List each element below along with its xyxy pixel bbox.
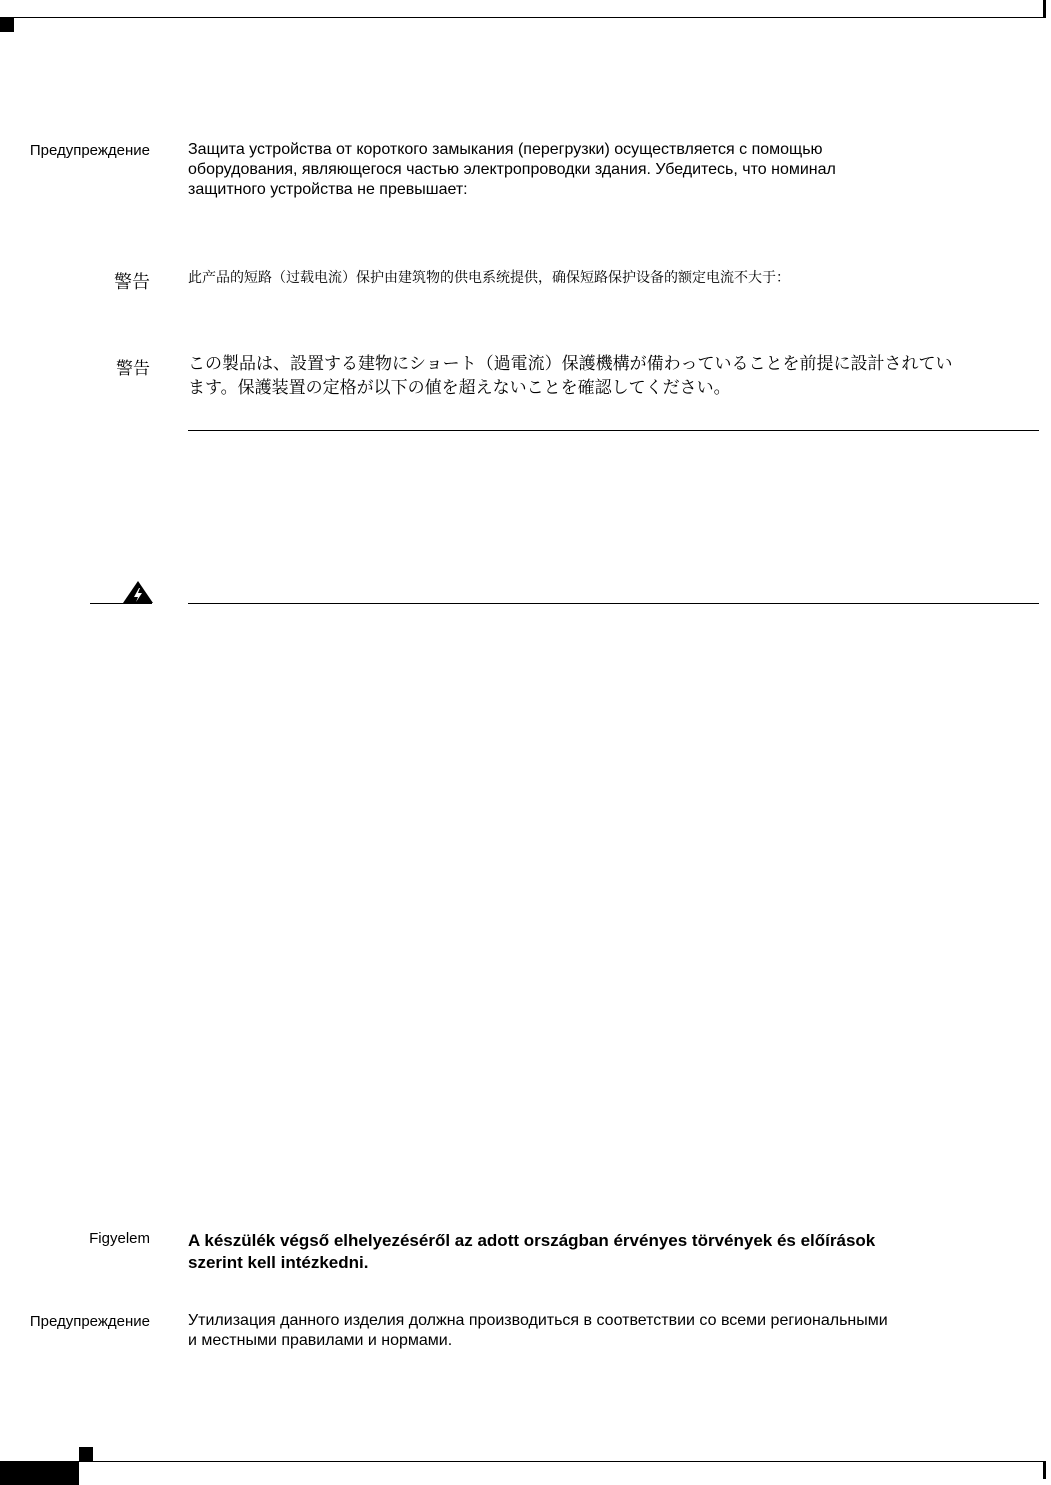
text-line: защитного устройства не превышает:: [188, 181, 468, 198]
warning-text-japanese: [188, 352, 1048, 400]
header-corner-mark: [0, 18, 14, 32]
warning-label-japanese: 警告: [116, 359, 150, 378]
footer-corner-mark: [79, 1447, 93, 1461]
warning-label-russian-disposal: Предупреждение: [29, 1313, 150, 1330]
text-line: szerint kell intézkedni.: [188, 1253, 369, 1272]
warning-text-hungarian: [188, 1230, 1038, 1274]
header-right-tick: [1043, 0, 1046, 18]
text-line: и местными правилами и нормами.: [188, 1332, 453, 1349]
section-end-rule: [188, 430, 1039, 431]
footer-right-tick: [1043, 1461, 1046, 1479]
text-line: 此产品的短路（过载电流）保护由建筑物的供电系统提供，确保短路保护设备的额定电流不大于：: [188, 269, 790, 285]
text-line: Защита устройства от короткого замыкания (перегрузки) осуществляется с помощью: [188, 141, 823, 158]
warning-label-chinese: 警告: [114, 272, 150, 292]
text-line: ます。保護装置の定格が以下の値を超えないことを確認してください。: [188, 378, 731, 397]
section-start-rule: [188, 603, 1039, 604]
warning-icon: [122, 580, 154, 604]
warning-text-russian-disposal: [188, 1311, 1038, 1351]
footer-rule: [0, 1461, 1046, 1462]
footer-page-tab: [0, 1461, 79, 1485]
warning-text-chinese: [188, 267, 1038, 287]
text-line: A készülék végső elhelyezéséről az adott országban érvényes törvények és előírások: [188, 1231, 876, 1250]
text-line: この製品は、設置する建物にショート（過電流）保護機構が備わっていることを前提に設計されてい: [188, 354, 953, 373]
warning-label-hungarian: Figyelem: [89, 1230, 150, 1247]
warning-text-russian: [188, 140, 1038, 200]
header-rule: [0, 17, 1046, 18]
warning-label-russian: Предупреждение: [29, 142, 150, 159]
text-line: оборудования, являющегося частью электропроводки здания. Убедитесь, что номинал: [188, 161, 836, 178]
text-line: Утилизация данного изделия должна производиться в соответствии со всеми региональными: [188, 1312, 888, 1329]
